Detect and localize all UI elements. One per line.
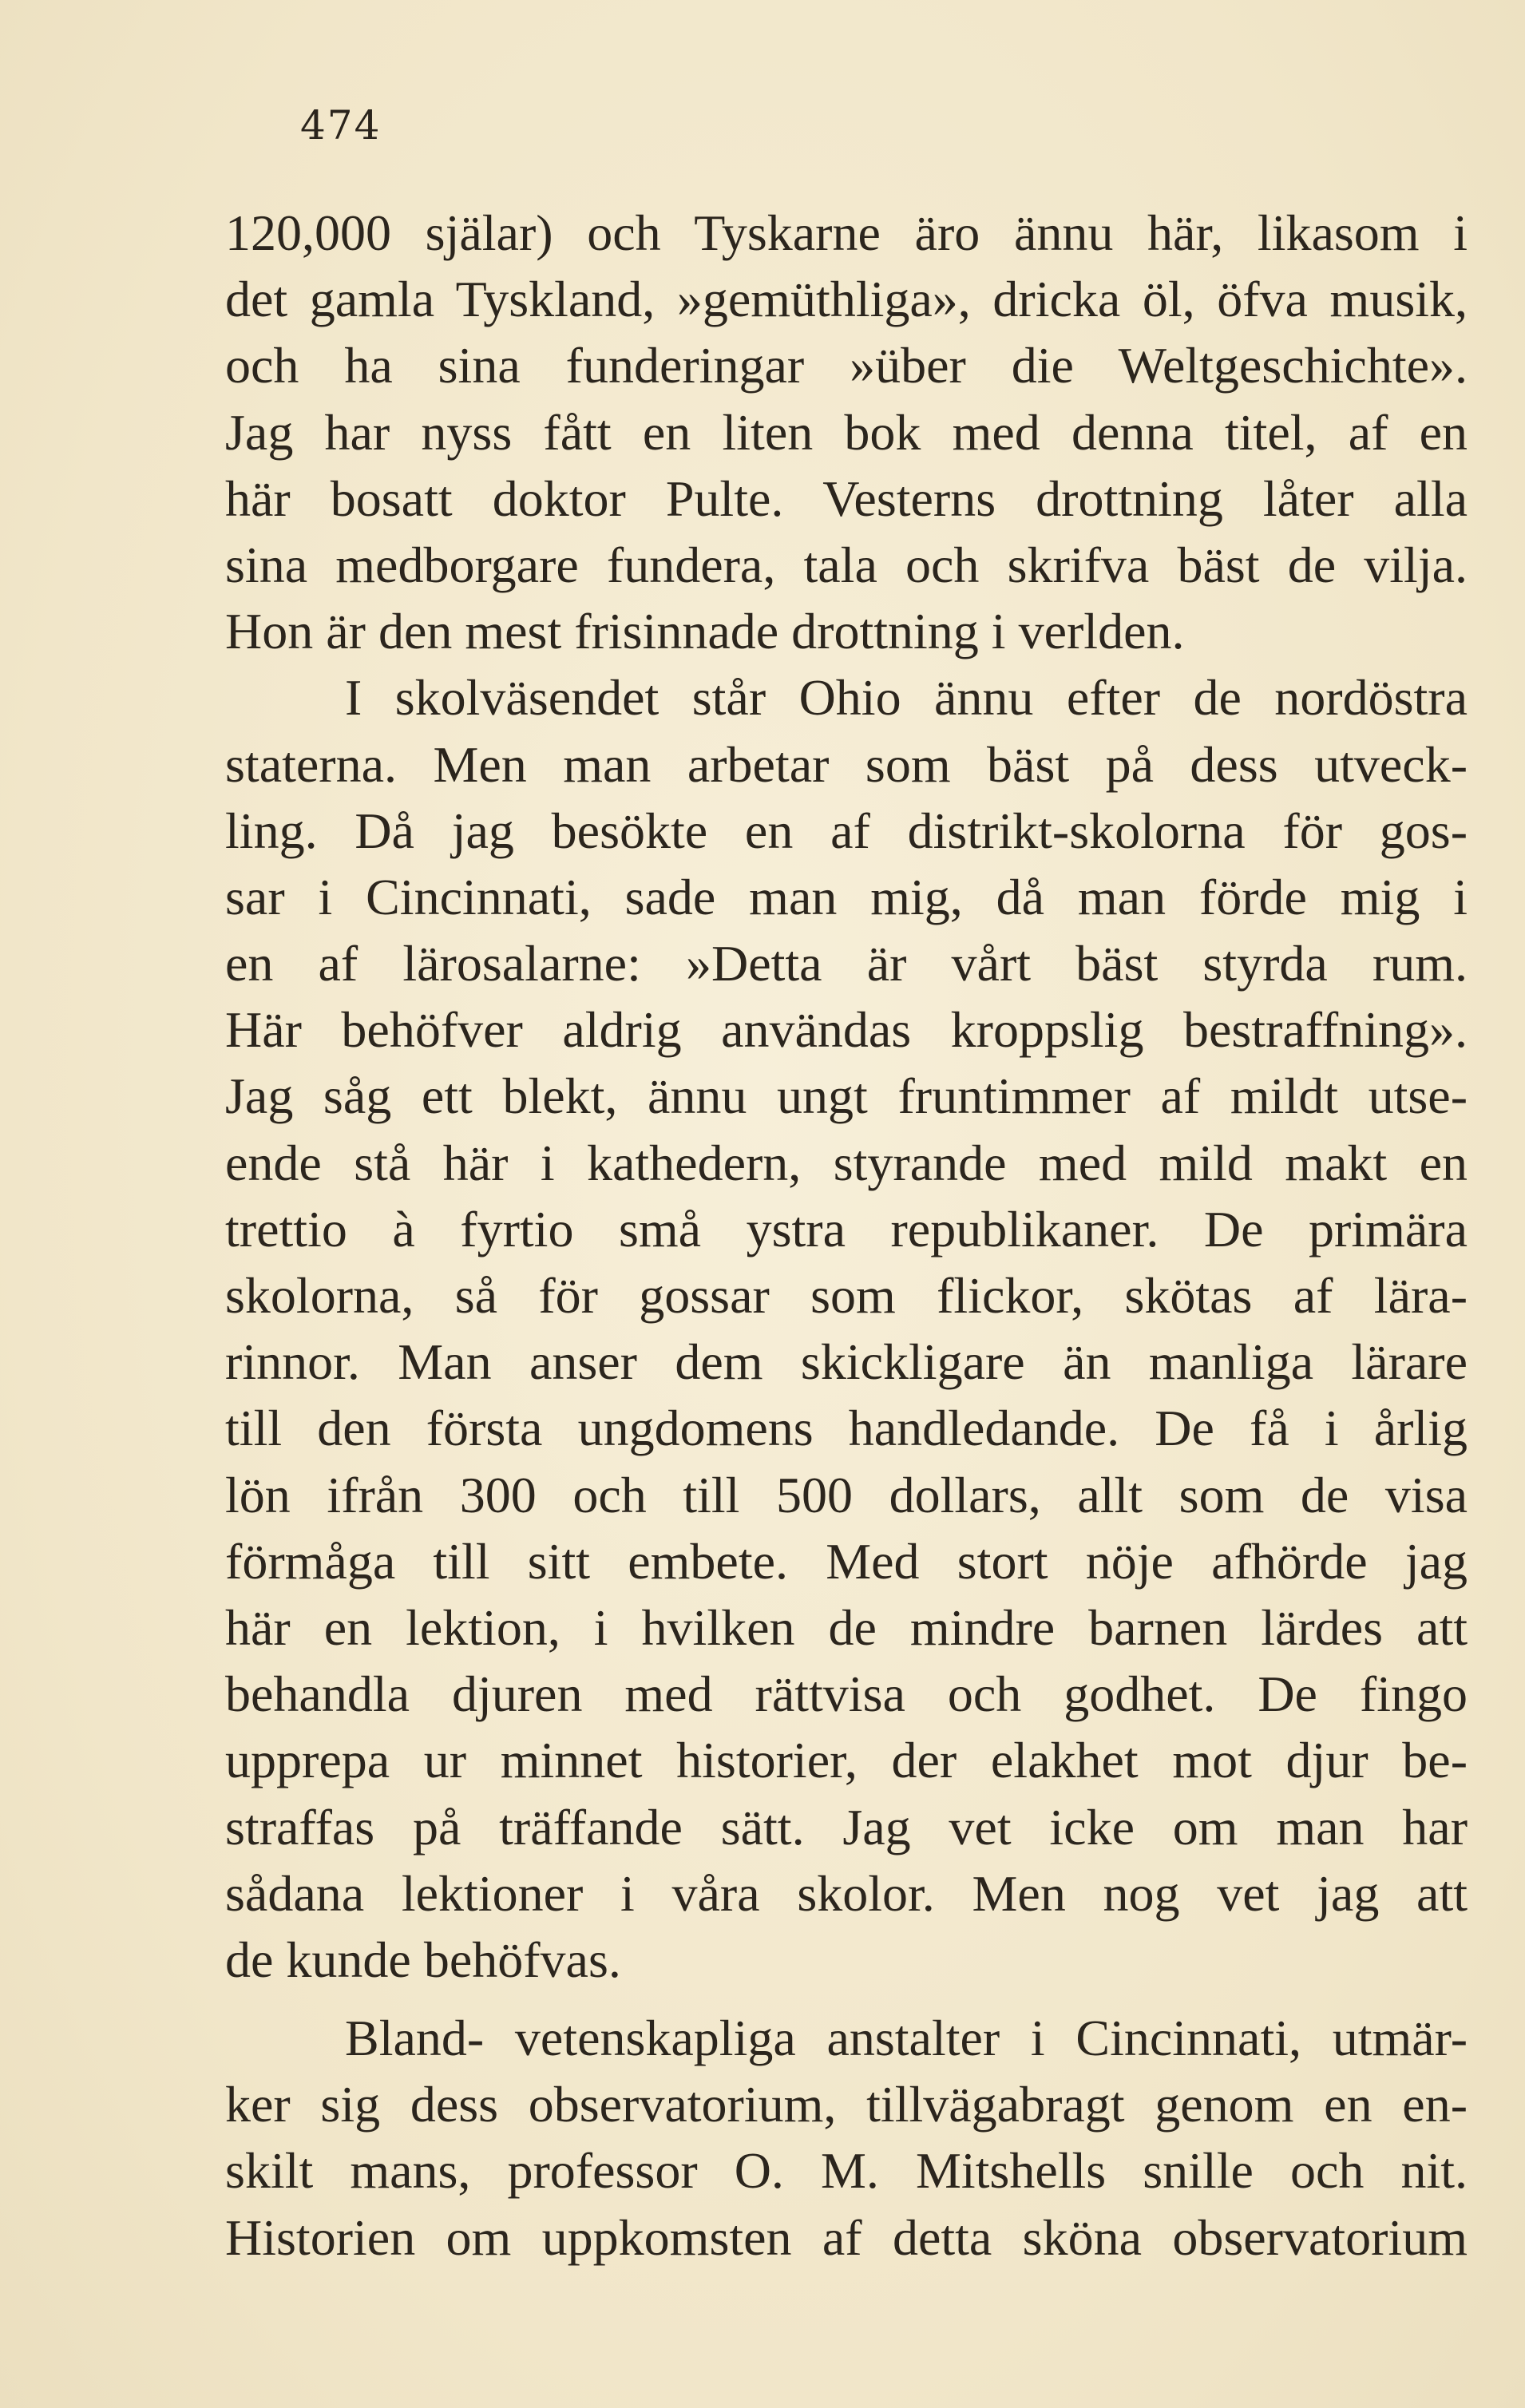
text-line: och ha sina funderingar »über die Weltgeschichte». xyxy=(225,337,1468,394)
text-line: skilt mans, professor O. M. Mitshells snille och nit. xyxy=(225,2142,1468,2200)
text-line: upprepa ur minnet historier, der elakhet mot djur be- xyxy=(225,1732,1468,1789)
page-number: 474 xyxy=(300,102,382,149)
text-line: ker sig dess observatorium, tillvägabragt genom en en- xyxy=(225,2076,1468,2133)
text-line: förmåga till sitt embete. Med stort nöje afhörde jag xyxy=(225,1532,1468,1590)
text-line: 120,000 själar) och Tyskarne äro ännu här, likasom i xyxy=(225,204,1468,261)
text-line: sådana lektioner i våra skolor. Men nog vet jag att xyxy=(225,1864,1468,1922)
text-line: straffas på träffande sätt. Jag vet icke om man har xyxy=(225,1798,1468,1856)
text-line: ling. Då jag besökte en af distrikt-skolorna för gos- xyxy=(225,802,1468,859)
text-line: sina medborgare fundera, tala och skrifva bäst de vilja. xyxy=(225,536,1468,593)
text-line: rinnor. Man anser dem skickligare än manliga lärare xyxy=(225,1333,1468,1391)
text-line: de kunde behöfvas. xyxy=(225,1931,621,1988)
body-text xyxy=(225,200,1468,2271)
text-line: staterna. Men man arbetar som bäst på dess utveck- xyxy=(225,735,1468,793)
text-line: ende stå här i kathedern, styrande med mild makt en xyxy=(225,1134,1468,1191)
text-line: Bland- vetenskapliga anstalter i Cincinnati, utmär- xyxy=(345,2010,1468,2067)
text-line: till den första ungdomens handledande. De få i årlig xyxy=(225,1400,1468,1457)
text-line: lön ifrån 300 och till 500 dollars, allt som de visa xyxy=(225,1466,1468,1523)
text-line: en af lärosalarne: »Detta är vårt bäst styrda rum. xyxy=(225,935,1468,992)
text-line: sar i Cincinnati, sade man mig, då man förde mig i xyxy=(225,868,1468,925)
text-line: Jag har nyss fått en liten bok med denna titel, af en xyxy=(225,403,1468,461)
text-line: Jag såg ett blekt, ännu ungt fruntimmer af mildt utse- xyxy=(225,1067,1468,1125)
text-line: här bosatt doktor Pulte. Vesterns drottning låter alla xyxy=(225,469,1468,527)
text-line: Hon är den mest frisinnade drottning i verlden. xyxy=(225,603,1185,660)
text-line: här en lektion, i hvilken de mindre barnen lärdes att xyxy=(225,1598,1468,1656)
text-line: trettio à fyrtio små ystra republikaner. De primära xyxy=(225,1200,1468,1257)
text-line: Historien om uppkomsten af detta sköna observatorium xyxy=(225,2208,1468,2266)
text-line: I skolväsendet står Ohio ännu efter de nordöstra xyxy=(345,669,1468,727)
text-line: behandla djuren med rättvisa och godhet. De fingo xyxy=(225,1665,1468,1723)
text-line: skolorna, så för gossar som flickor, skötas af lära- xyxy=(225,1267,1468,1324)
text-line: det gamla Tyskland, »gemüthliga», dricka öl, öfva musik, xyxy=(225,271,1468,328)
text-line: Här behöfver aldrig användas kroppslig bestraffning». xyxy=(225,1001,1468,1059)
